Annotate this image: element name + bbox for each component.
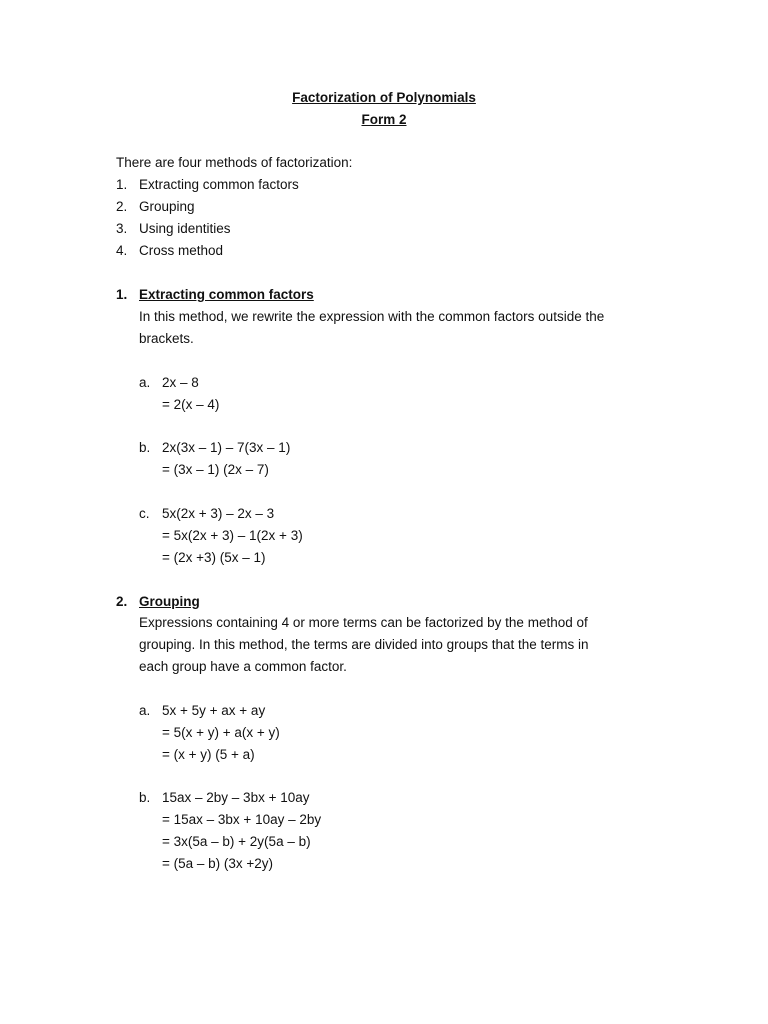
example-line: 15ax – 2by – 3bx + 10ay [162, 790, 310, 805]
example-line: = 2(x – 4) [162, 397, 220, 412]
example-line: = 15ax – 3bx + 10ay – 2by [162, 812, 322, 827]
document-subtitle: Form 2 [361, 112, 407, 127]
section-description: Expressions containing 4 or more terms can be factorized by the method of [139, 615, 588, 630]
example-line: 2x – 8 [162, 375, 199, 390]
example-line: 5x(2x + 3) – 2x – 3 [162, 506, 275, 521]
section-description: grouping. In this method, the terms are divided into groups that the terms in [139, 637, 589, 652]
example-line: = 5x(2x + 3) – 1(2x + 3) [162, 528, 303, 543]
section-description: brackets. [139, 331, 194, 346]
intro-text: There are four methods of factorization: [116, 155, 353, 170]
document-page: Factorization of Polynomials Form 2 There are four methods of factorization: 1. Extracting common factors 2. Grouping 3. Using identities 4. Cross method 1. Extracting common factors In this method, we rewrite the expression with the common factors outside the brackets. a. 2x – 8 = 2(x – 4) b. 2x(3x – 1) – 7(3x – 1) = (3x – 1) (2x – 7) c. 5x(2x + 3) – 2x – 3 = 5x(2x + 3) – 1(2x + 3) = (2x +3) (5x – 1) 2. Grouping Expressions containing 4 or more terms can be factorized by the method of grouping. In this method, the terms are divided into groups that the terms in each group have a common factor. a. 5x + 5y + ax + ay = 5(x + y) + a(x + y) = (x + y) (5 + a) b. 15ax – 2by – 3bx + 10ay = 15ax – 3bx + 10ay – 2by = 3x(5a – b) + 2y(5a – b) = (5a – b) (3x +2y) [0, 0, 768, 1024]
example-letter: b. [139, 440, 151, 455]
example-line: = (2x +3) (5x – 1) [162, 550, 266, 565]
section-description: In this method, we rewrite the expression with the common factors outside the [139, 309, 605, 324]
example-letter: c. [139, 506, 150, 521]
example-line: = 3x(5a – b) + 2y(5a – b) [162, 834, 311, 849]
example-line: 2x(3x – 1) – 7(3x – 1) [162, 440, 291, 455]
example-line: = 5(x + y) + a(x + y) [162, 725, 280, 740]
example-letter: a. [139, 375, 151, 390]
example-letter: a. [139, 703, 151, 718]
example-line: = (5a – b) (3x +2y) [162, 856, 274, 871]
example-letter: b. [139, 790, 151, 805]
document-title: Factorization of Polynomials [292, 90, 476, 105]
example-line: = (3x – 1) (2x – 7) [162, 462, 269, 477]
example-line: 5x + 5y + ax + ay [162, 703, 266, 718]
example-line: = (x + y) (5 + a) [162, 747, 255, 762]
section-description: each group have a common factor. [139, 659, 347, 674]
